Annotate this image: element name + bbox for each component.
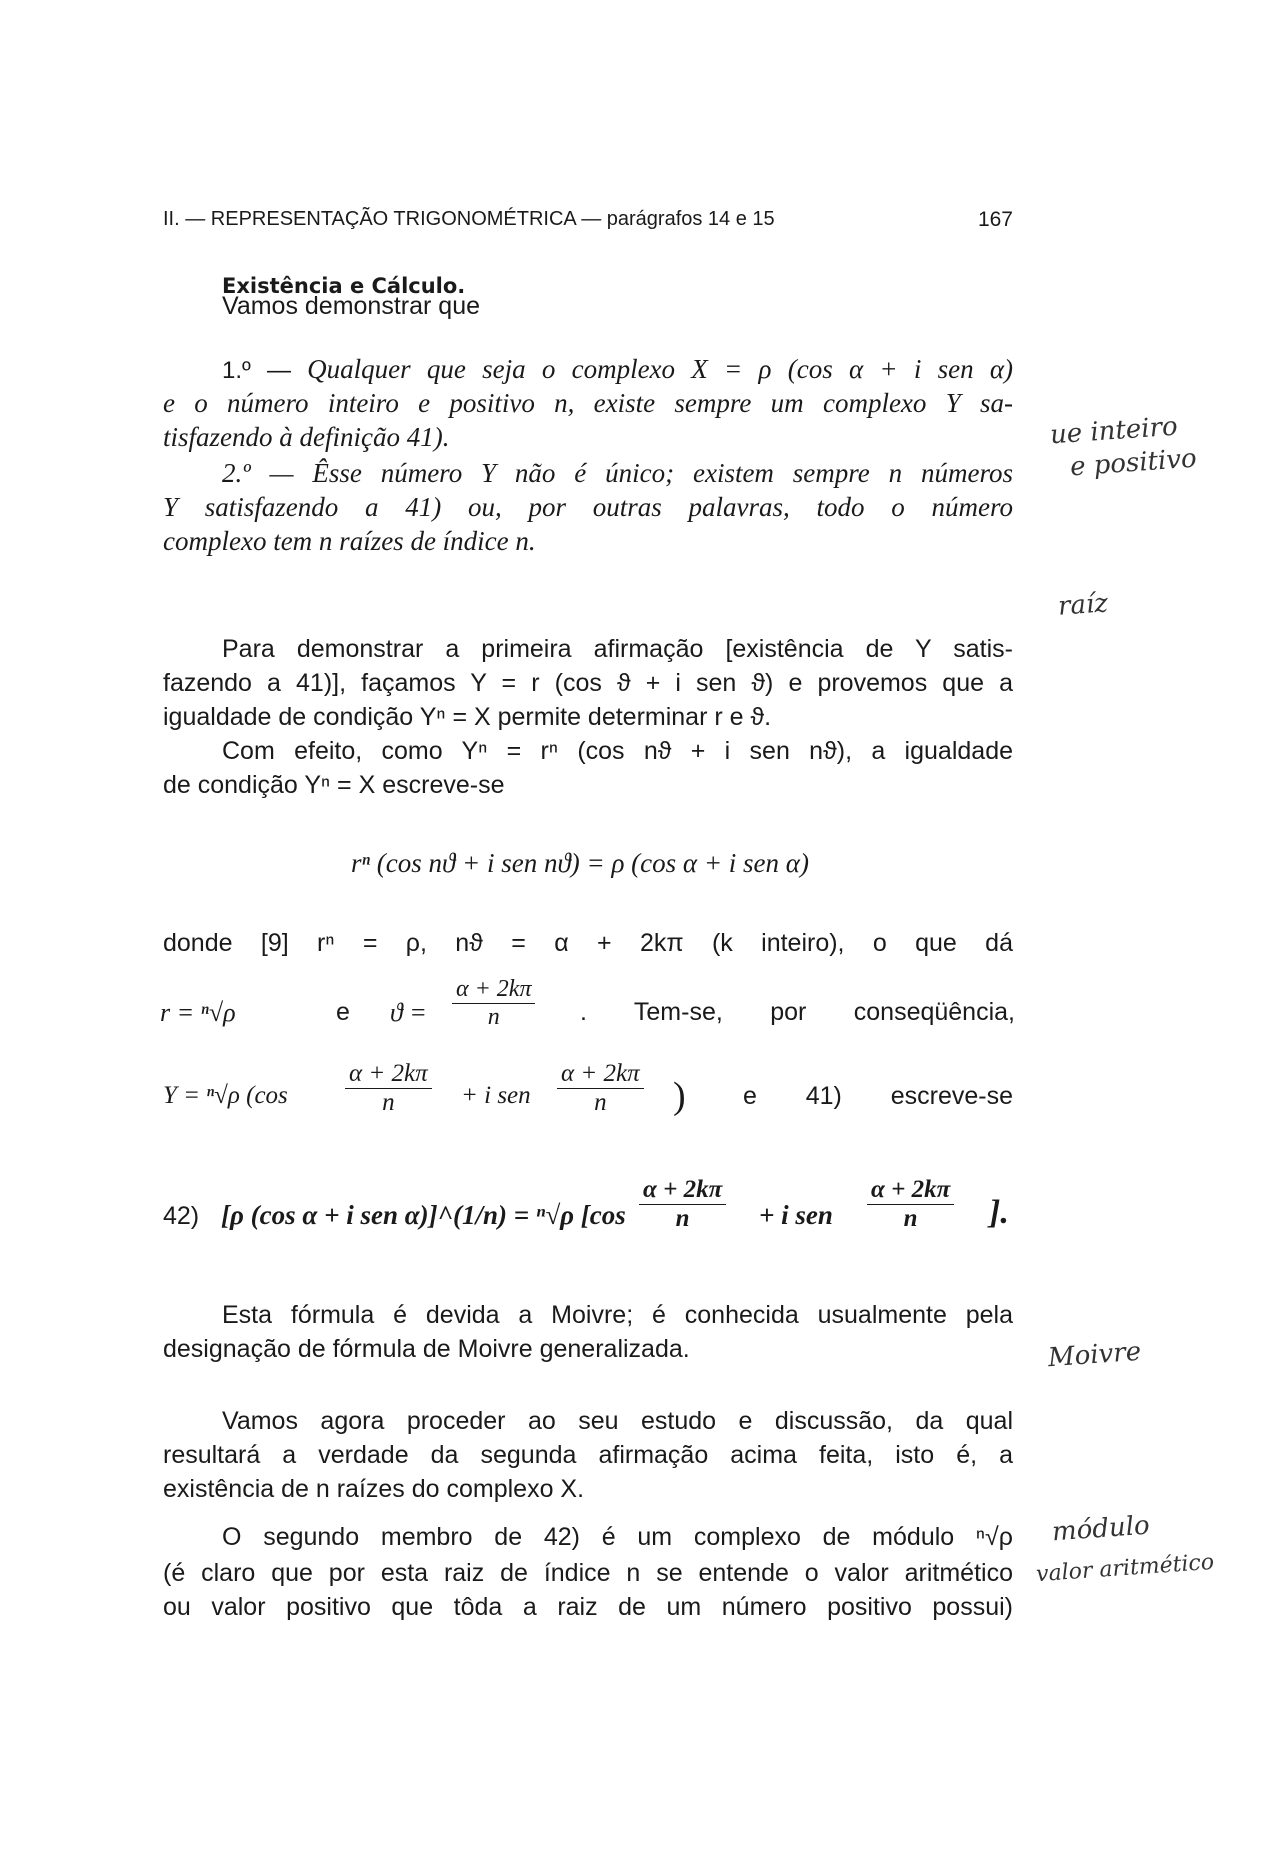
consequence-text: . Tem-se, por conseqüência, [580, 998, 1015, 1026]
theta-fraction [452, 976, 535, 1031]
formula-42 [163, 1176, 1043, 1256]
y-plus-isen: + i sen [461, 1082, 531, 1109]
claim-1-line-1: Qualquer que seja o complexo X = ρ (cos α + i sen α) [307, 354, 1013, 384]
theta-lhs: ϑ = [390, 998, 427, 1027]
formula-42-frac2-denominator: n [903, 1205, 918, 1232]
section-title: Existência e Cálculo. [222, 274, 466, 298]
running-header [163, 208, 1013, 231]
study-line-6: ou valor positivo que tôda a raiz de um número positivo possui) [163, 1593, 1013, 1621]
theta-numerator: α + 2kπ [452, 976, 535, 1004]
claim-2-line-3: complexo tem n raízes de índice n. [163, 526, 536, 556]
main-equation: rⁿ (cos nϑ + i sen nϑ) = ρ (cos α + i sen α) [351, 848, 809, 878]
y-tail-text: e 41) escreve-se [743, 1082, 1013, 1110]
y-close-paren: ) [673, 1075, 686, 1117]
theta-denominator: n [487, 1004, 500, 1030]
y-frac1-denominator: n [382, 1089, 395, 1116]
formula-42-frac1-numerator: α + 2kπ [639, 1176, 726, 1205]
donde-line: donde [9] rⁿ = ρ, nϑ = α + 2kπ (k inteiro), o que dá [163, 929, 1013, 957]
moivre-line-2: designação de fórmula de Moivre generalizada. [163, 1335, 690, 1363]
formula-42-fraction-1 [639, 1176, 726, 1233]
study-line-2: resultará a verdade da segunda afirmação acima feita, isto é, a [163, 1441, 1013, 1469]
r-root-eq: r = ⁿ√ρ [160, 998, 236, 1027]
claim-1-lead: 1.º — [222, 357, 308, 384]
y-formula-line [163, 1060, 1013, 1130]
y-fraction-2 [557, 1060, 644, 1117]
claim-2-line-2: Y satisfazendo a 41) ou, por outras palavras, todo o número [163, 492, 1013, 522]
y-lhs: Y = ⁿ√ρ (cos [163, 1082, 288, 1109]
claim-2-line-1: 2.º — Êsse número Y não é único; existem sempre n números [222, 458, 1013, 488]
study-line-1: Vamos agora proceder ao seu estudo e discussão, da qual [222, 1407, 1013, 1435]
page-number: 167 [977, 208, 1013, 231]
demo-line-3: igualdade de condição Yⁿ = X permite determinar r e ϑ. [163, 703, 772, 731]
study-line-3: existência de n raízes do complexo X. [163, 1475, 585, 1503]
margin-note-5: módulo [1051, 1510, 1151, 1548]
demo-line-4: Com efeito, como Yⁿ = rⁿ (cos nϑ + i sen nϑ), a igualdade [222, 737, 1013, 765]
formula-42-mid: + i sen [759, 1200, 833, 1230]
claim-1-line-2: e o número inteiro e positivo n, existe sempre um complexo Y sa- [163, 388, 1013, 418]
formula-42-end: ]. [989, 1194, 1009, 1231]
demo-line-1: Para demonstrar a primeira afirmação [existência de Y satis- [222, 635, 1013, 663]
running-title: II. — REPRESENTAÇÃO TRIGONOMÉTRICA — parágrafos 14 e 15 [163, 208, 775, 230]
y-frac2-numerator: α + 2kπ [557, 1060, 644, 1089]
r-theta-line [160, 976, 1015, 1042]
formula-42-frac1-denominator: n [675, 1205, 690, 1232]
margin-note-4: Moivre [1047, 1336, 1143, 1374]
y-frac2-denominator: n [594, 1089, 607, 1116]
demo-line-5: de condição Yⁿ = X escreve-se [163, 771, 505, 799]
formula-42-lhs: [ρ (cos α + i sen α)]^(1/n) = ⁿ√ρ [cos [221, 1200, 626, 1230]
formula-42-label: 42) [163, 1202, 200, 1230]
margin-note-1: ue inteiro [1049, 411, 1179, 451]
demo-line-2: fazendo a 41)], façamos Y = r (cos ϑ + i sen ϑ) e provemos que a [163, 669, 1013, 697]
y-fraction-1 [345, 1060, 432, 1117]
y-frac1-numerator: α + 2kπ [345, 1060, 432, 1089]
formula-42-frac2-numerator: α + 2kπ [867, 1176, 954, 1205]
study-line-4: O segundo membro de 42) é um complexo de módulo ⁿ√ρ [222, 1523, 1013, 1551]
formula-42-fraction-2 [867, 1176, 954, 1233]
conj-e: e [336, 998, 350, 1026]
margin-note-6: valor aritmético [1035, 1549, 1215, 1588]
moivre-line-1: Esta fórmula é devida a Moivre; é conhecida usualmente pela [222, 1301, 1013, 1329]
claim-1-line-3: tisfazendo à definição 41). [163, 422, 450, 452]
intro-text: Vamos demonstrar que [222, 292, 480, 320]
margin-note-3: raíz [1057, 588, 1109, 622]
margin-note-2: e positivo [1069, 443, 1198, 483]
study-line-5: (é claro que por esta raiz de índice n se entende o valor aritmético [163, 1559, 1013, 1587]
